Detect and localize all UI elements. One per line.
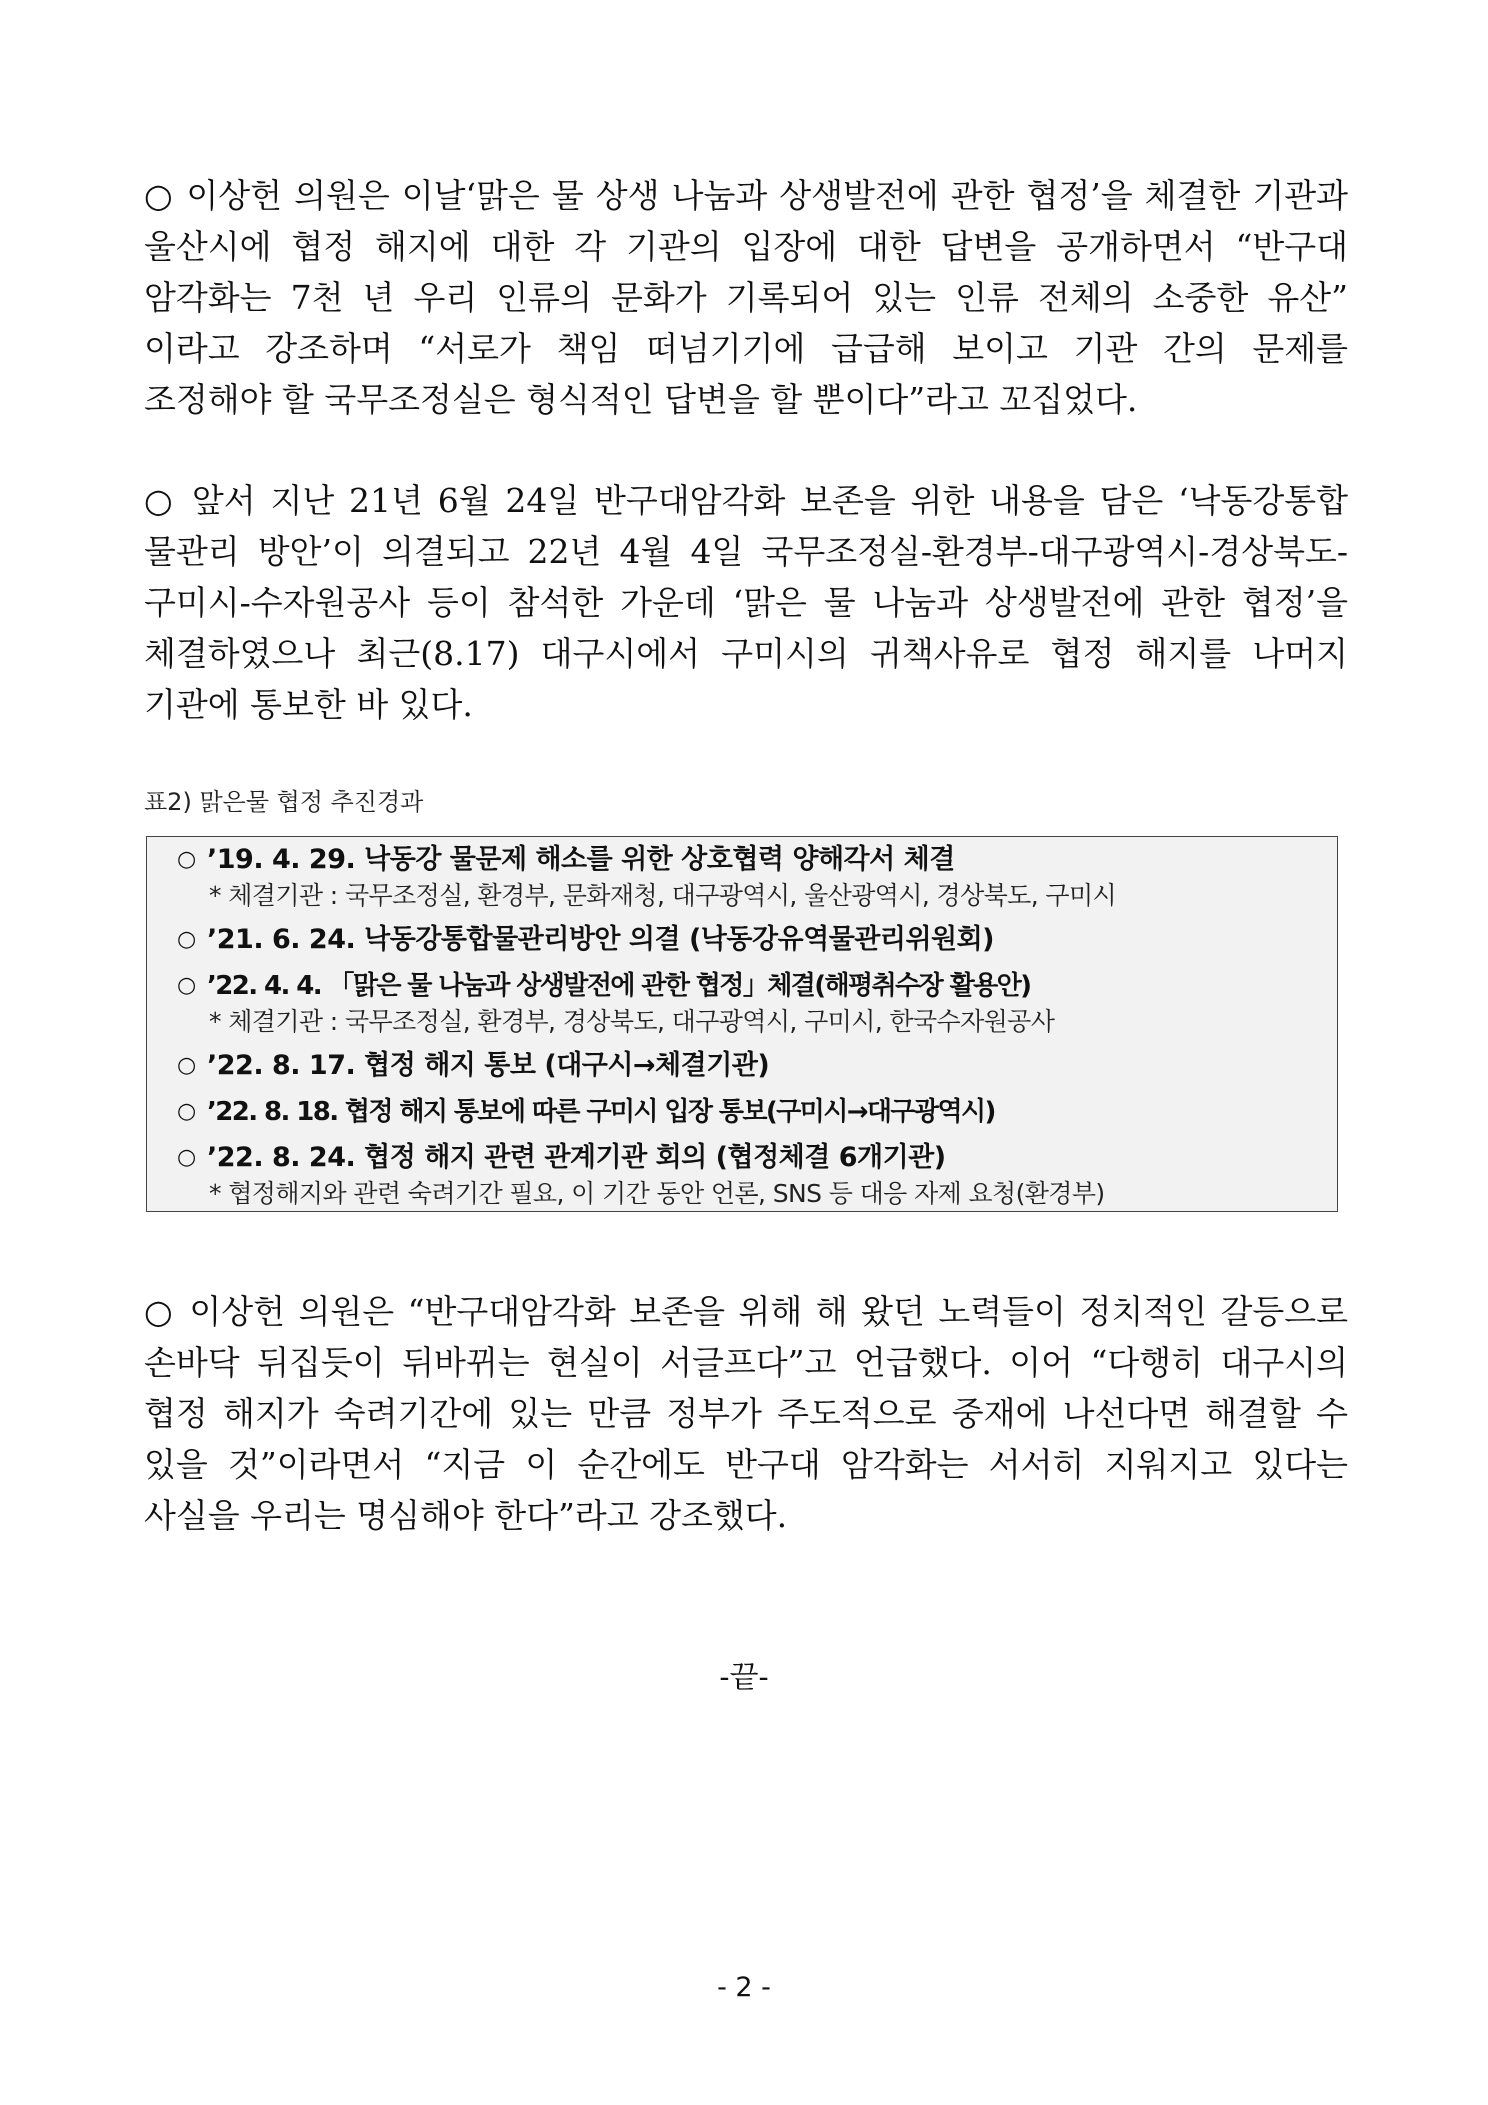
- entry-main-text: [147, 921, 1337, 959]
- table-caption: 표2) 맑은물 협정 추진경과: [144, 788, 424, 816]
- entry-main-label: ’22. 8. 17. 협정 해지 통보 (대구시→체결기관): [207, 1050, 770, 1081]
- entry-main-label: ’22. 4. 4. 「맑은 물 나눔과 상생발전에 관한 협정」체결(해평취수장 활용안): [207, 971, 1031, 1001]
- progress-table: [146, 836, 1338, 1212]
- circle-bullet-icon: ○: [177, 1145, 196, 1170]
- entry-sub-text: * 체결기관 : 국무조정실, 환경부, 문화재청, 대구광역시, 울산광역시, 경상북도, 구미시: [209, 881, 1117, 910]
- paragraph-3: ○ 이상헌 의원은 “반구대암각화 보존을 위해 해 왔던 노력들이 정치적인 갈등으로 손바닥 뒤집듯이 뒤바뀌는 현실이 서글프다”고 언급했다. 이어 “다행히 대구시의 협정 해지가 숙려기간에 있는 만큼 정부가 주도적으로 중재에 나선다면 해결할 수 있을 것”이라면서 “지금 이 순간에도 반구대 암각화는 서서히 지워지고 있다는 사실을 우리는 명심해야 한다”라고 강조했다.: [144, 1292, 1348, 1535]
- table-entry: [147, 1047, 1337, 1085]
- circle-bullet-icon: ○: [177, 1053, 196, 1078]
- entry-main-text: [147, 967, 1337, 1005]
- circle-bullet-icon: ○: [177, 1099, 195, 1124]
- entry-main-label: ’22. 8. 18. 협정 해지 통보에 따른 구미시 입장 통보(구미시→대구광역시): [207, 1097, 995, 1127]
- page-number: - 2 -: [717, 1972, 771, 2003]
- table-entry: [147, 921, 1337, 959]
- entry-main-text: [147, 1093, 1337, 1131]
- circle-bullet-icon: ○: [177, 847, 196, 872]
- entry-main-text: [147, 1139, 1337, 1177]
- table-entry: [147, 1093, 1337, 1131]
- entry-main-label: ’21. 6. 24. 낙동강통합물관리방안 의결 (낙동강유역물관리위원회): [207, 924, 995, 955]
- entry-main-label: ’22. 8. 24. 협정 해지 관련 관계기관 회의 (협정체결 6개기관): [207, 1142, 946, 1173]
- table-entry: [147, 1139, 1337, 1211]
- table-entry: [147, 841, 1337, 913]
- circle-bullet-icon: ○: [177, 927, 196, 952]
- circle-bullet-icon: ○: [177, 973, 195, 998]
- entry-main-text: [147, 1047, 1337, 1085]
- paragraph-1: ○ 이상헌 의원은 이날‘맑은 물 상생 나눔과 상생발전에 관한 협정’을 체결한 기관과 울산시에 협정 해지에 대한 각 기관의 입장에 대한 답변을 공개하면서 “반구대 암각화는 7천 년 우리 인류의 문화가 기록되어 있는 인류 전체의 소중한 유산” 이라고 강조하며 “서로가 책임 떠넘기기에 급급해 보이고 기관 간의 문제를 조정해야 할 국무조정실은 형식적인 답변을 할 뿐이다”라고 꼬집었다.: [144, 176, 1348, 419]
- entry-sub-text: * 협정해지와 관련 숙려기간 필요, 이 기간 동안 언론, SNS 등 대응 자제 요청(환경부): [209, 1179, 1105, 1208]
- entry-main-label: ’19. 4. 29. 낙동강 물문제 해소를 위한 상호협력 양해각서 체결: [207, 844, 955, 875]
- end-mark: -끝-: [719, 1660, 769, 1695]
- table-entry: [147, 967, 1337, 1039]
- entry-main-text: [147, 841, 1337, 879]
- paragraph-2: ○ 앞서 지난 21년 6월 24일 반구대암각화 보존을 위한 내용을 담은 ‘낙동강통합 물관리 방안’이 의결되고 22년 4월 4일 국무조정실-환경부-대구광역시-경상북도- 구미시-수자원공사 등이 참석한 가운데 ‘맑은 물 나눔과 상생발전에 관한 협정’을 체결하였으나 최근(8.17) 대구시에서 구미시의 귀책사유로 협정 해지를 나머지 기관에 통보한 바 있다.: [144, 481, 1348, 724]
- entry-sub-text: * 체결기관 : 국무조정실, 환경부, 경상북도, 대구광역시, 구미시, 한국수자원공사: [209, 1007, 1055, 1036]
